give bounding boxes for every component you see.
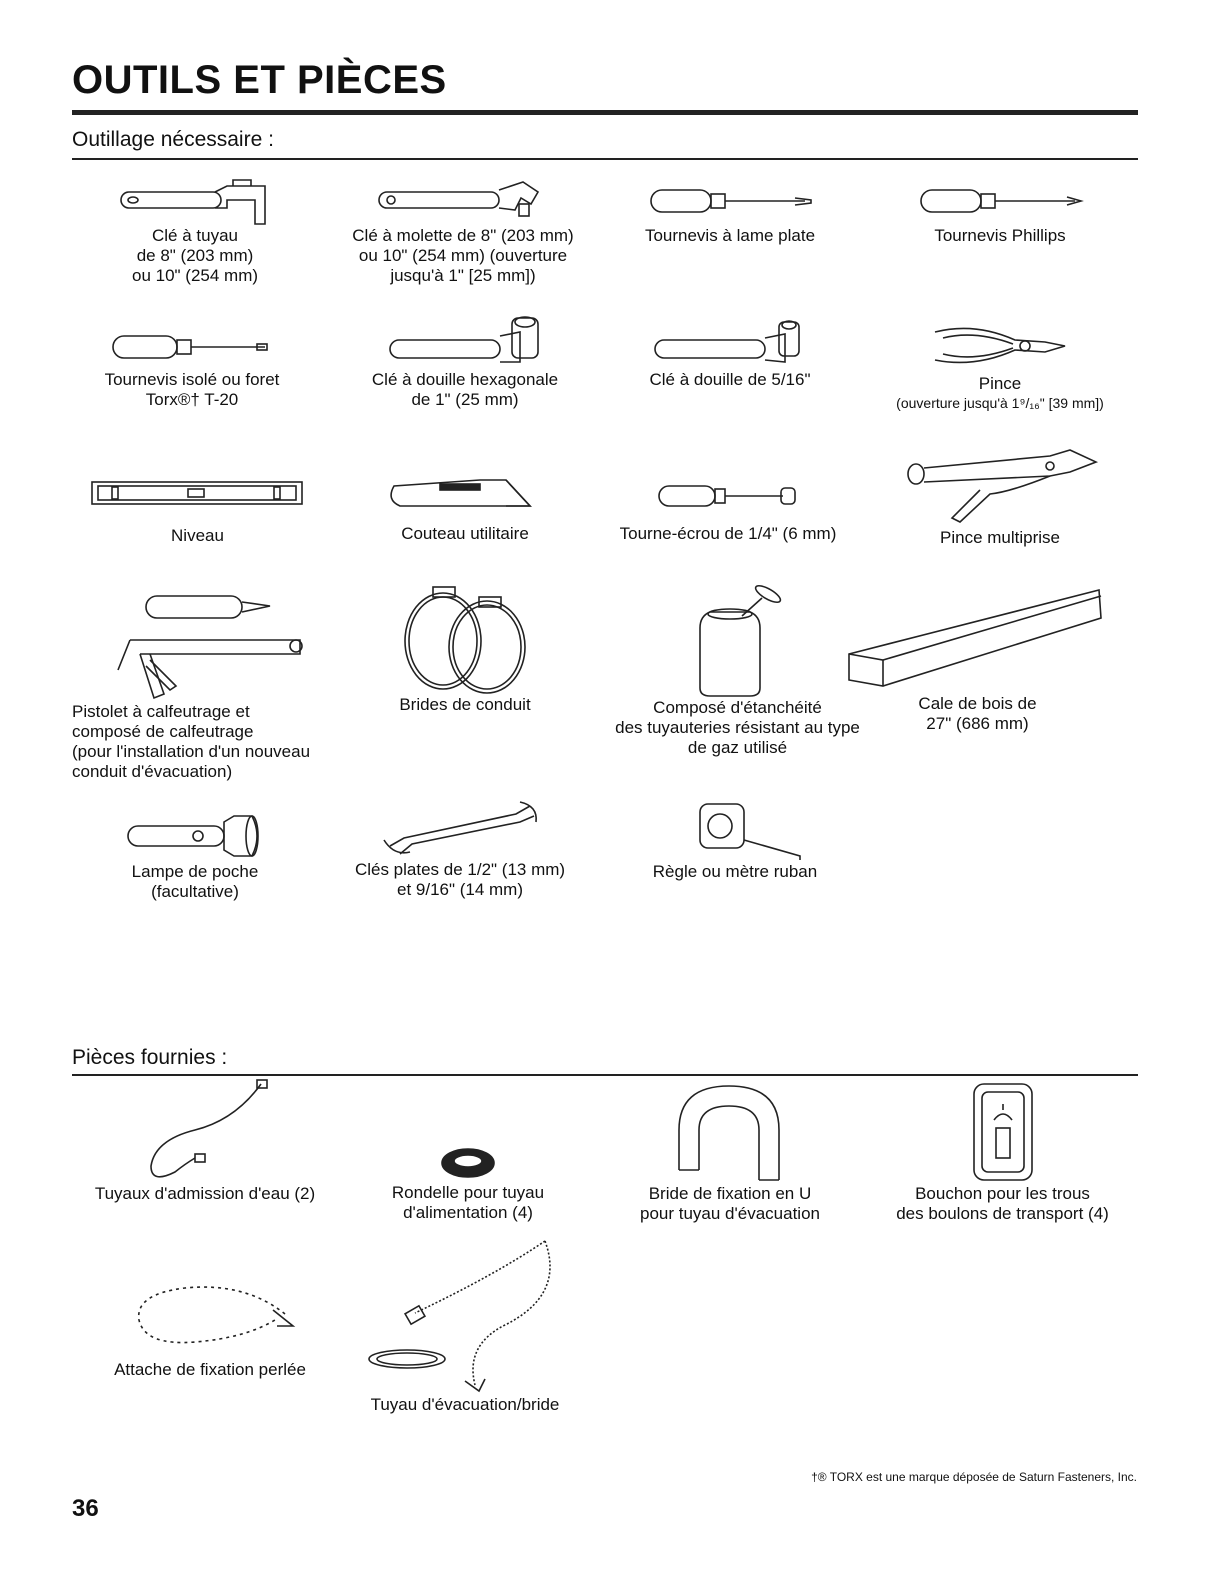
socket-5-16-label: Clé à douille de 5/16" (649, 370, 811, 389)
drain-hose-icon (355, 1235, 575, 1395)
adjustable-wrench-label: Clé à molette de 8" (203 mm) ou 10" (254 mm) (ouverture jusqu'à 1" [25 mm]) (352, 226, 574, 285)
pliers-icon (925, 318, 1075, 374)
page-number: 36 (72, 1495, 99, 1522)
parts-heading: Pièces fournies : (72, 1046, 228, 1069)
tool-flat-screwdriver (615, 178, 845, 246)
torx-screwdriver-icon (107, 322, 277, 370)
tool-torx-screwdriver (82, 322, 302, 410)
inlet-hoses-label: Tuyaux d'admission d'eau (2) (94, 1184, 316, 1203)
hex-socket-label: Clé à douille hexagonale de 1" (25 mm) (371, 370, 559, 409)
pipe-compound-label: Composé d'étanchéité des tuyauteries résistant au type de gaz utilisé (615, 698, 860, 757)
washer-icon (438, 1145, 498, 1183)
tool-caulk-gun (72, 590, 372, 782)
inlet-hose-icon (135, 1080, 275, 1184)
utility-knife-label: Couteau utilitaire (401, 524, 529, 543)
tool-flashlight (100, 810, 290, 902)
page-title: OUTILS ET PIÈCES (72, 58, 447, 102)
vent-clamps-icon (395, 585, 535, 695)
tool-socket-5-16 (625, 310, 835, 390)
drain-hose-label: Tuyau d'évacuation/bride (370, 1395, 560, 1414)
part-hose-washer (368, 1145, 568, 1223)
part-u-clamp (625, 1080, 835, 1224)
caulk-gun-icon (110, 590, 320, 702)
wood-block-label: Cale de bois de 27" (686 mm) (918, 694, 1037, 733)
tools-heading: Outillage nécessaire : (72, 128, 274, 151)
tool-phillips-screwdriver (900, 178, 1100, 246)
tool-utility-knife (365, 466, 565, 544)
tool-pipe-wrench (95, 178, 295, 286)
wood-block-icon (845, 588, 1110, 688)
u-clamp-icon (665, 1080, 795, 1184)
flashlight-label: Lampe de poche (facultative) (131, 862, 259, 901)
tape-measure-icon (660, 800, 810, 862)
open-wrenches-label: Clés plates de 1/2" (13 mm) et 9/16" (14 mm) (354, 860, 566, 899)
compound-jar-icon (688, 588, 788, 698)
locking-pliers-label: Pince multiprise (940, 528, 1060, 547)
vent-clamps-label: Brides de conduit (399, 695, 531, 714)
part-inlet-hoses (65, 1080, 345, 1204)
beaded-tie-label: Attache de fixation perlée (114, 1360, 306, 1379)
tool-nut-driver (608, 470, 848, 544)
tool-pliers (875, 318, 1125, 412)
u-clamp-label: Bride de fixation en U pour tuyau d'évacuation (640, 1184, 820, 1223)
hose-washer-label: Rondelle pour tuyau d'alimentation (4) (391, 1183, 545, 1222)
phillips-screwdriver-icon (915, 178, 1085, 226)
level-label: Niveau (171, 526, 224, 545)
flashlight-icon (120, 810, 270, 862)
socket-wrench-icon (645, 310, 815, 370)
tool-hex-socket (345, 310, 585, 410)
flat-screwdriver-icon (645, 178, 815, 226)
pliers-label: Pince (978, 374, 1022, 393)
torx-screwdriver-label: Tournevis isolé ou foret Torx®† T-20 (104, 370, 280, 409)
part-beaded-tie (90, 1280, 330, 1380)
tool-wood-block (845, 588, 1110, 734)
tools-heading-rule (72, 158, 1138, 160)
parts-heading-rule (72, 1074, 1138, 1076)
hex-socket-wrench-icon (380, 310, 550, 370)
phillips-screwdriver-label: Tournevis Phillips (934, 226, 1066, 245)
title-rule (72, 110, 1138, 115)
nut-driver-label: Tourne-écrou de 1/4" (6 mm) (619, 524, 837, 543)
torx-footnote: †® TORX est une marque déposée de Saturn Fasteners, Inc. (811, 1470, 1137, 1484)
caulk-gun-label: Pistolet à calfeutrage et composé de calfeutrage (pour l'installation d'un nouveau conduit d'évacuation) (72, 702, 311, 781)
hole-plug-icon (968, 1080, 1038, 1184)
tool-pipe-compound (605, 588, 870, 758)
tool-vent-clamps (375, 585, 555, 715)
adjustable-wrench-icon (373, 178, 553, 226)
utility-knife-icon (380, 466, 550, 520)
pliers-note: (ouverture jusqu'à 1⁹/₁₆" [39 mm]) (896, 395, 1104, 411)
beaded-tie-icon (125, 1280, 295, 1350)
tool-level (90, 470, 305, 546)
locking-pliers-icon (900, 442, 1100, 528)
pipe-wrench-icon (115, 178, 275, 226)
part-hole-plug (875, 1080, 1130, 1224)
tape-measure-label: Règle ou mètre ruban (652, 862, 818, 881)
tool-tape-measure (625, 800, 845, 882)
hole-plug-label: Bouchon pour les trous des boulons de transport (4) (896, 1184, 1109, 1223)
part-drain-hose (345, 1235, 585, 1415)
tool-open-wrenches (330, 800, 590, 900)
open-wrench-icon (380, 800, 540, 860)
flat-screwdriver-label: Tournevis à lame plate (644, 226, 816, 245)
level-icon (90, 470, 305, 520)
tool-locking-pliers (900, 442, 1100, 548)
tool-adjustable-wrench (333, 178, 593, 286)
pipe-wrench-label: Clé à tuyau de 8" (203 mm) ou 10" (254 mm) (131, 226, 259, 285)
nut-driver-icon (653, 470, 803, 520)
